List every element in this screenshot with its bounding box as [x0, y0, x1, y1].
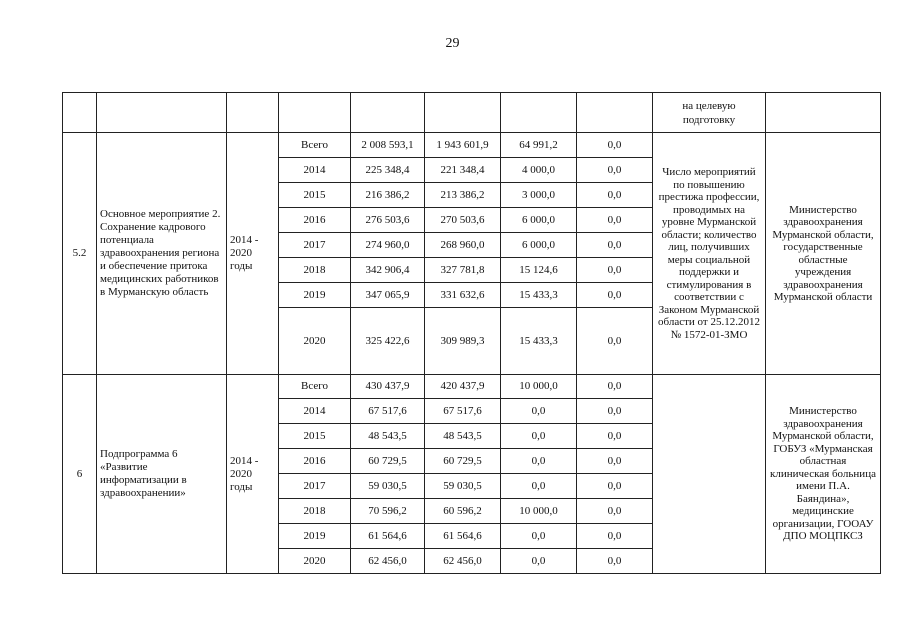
indicator-continuation-cell: на целевую подготовку	[653, 93, 766, 133]
federal-cell: 0,0	[501, 524, 577, 549]
federal-cell: 0,0	[501, 399, 577, 424]
other-cell: 0,0	[577, 549, 653, 574]
other-cell: 0,0	[577, 424, 653, 449]
executor-cell: Министерство здравоохранения Мурманской области, ГОБУЗ «Мурманская областная клиническая больница имени П.А. Баяндина», медицинские организации, ГООАУ ДПО МОЦПКСЗ	[766, 375, 881, 574]
table-row	[63, 375, 881, 399]
table-cell	[63, 93, 97, 133]
other-cell: 0,0	[577, 375, 653, 399]
year-cell: 2016	[279, 208, 351, 233]
total-cell: 216 386,2	[351, 183, 425, 208]
regional-cell: 327 781,8	[425, 258, 501, 283]
federal-cell: 15 433,3	[501, 283, 577, 308]
other-cell: 0,0	[577, 158, 653, 183]
regional-cell: 331 632,6	[425, 283, 501, 308]
year-cell: 2016	[279, 449, 351, 474]
year-cell: 2019	[279, 283, 351, 308]
federal-cell: 10 000,0	[501, 499, 577, 524]
year-cell: 2017	[279, 233, 351, 258]
federal-cell: 0,0	[501, 474, 577, 499]
regional-cell: 268 960,0	[425, 233, 501, 258]
total-cell: 48 543,5	[351, 424, 425, 449]
total-cell: 61 564,6	[351, 524, 425, 549]
table-cell	[97, 93, 227, 133]
other-cell: 0,0	[577, 183, 653, 208]
other-cell: 0,0	[577, 233, 653, 258]
federal-cell: 64 991,2	[501, 133, 577, 158]
other-cell: 0,0	[577, 474, 653, 499]
table-row-header-continuation	[63, 93, 881, 133]
year-cell: 2017	[279, 474, 351, 499]
year-cell: 2015	[279, 183, 351, 208]
federal-cell: 6 000,0	[501, 233, 577, 258]
year-cell: 2015	[279, 424, 351, 449]
other-cell: 0,0	[577, 449, 653, 474]
section-title: Подпрограмма 6 «Развитие информатизации в здравоохранении»	[97, 375, 227, 574]
total-cell: 67 517,6	[351, 399, 425, 424]
total-cell: 59 030,5	[351, 474, 425, 499]
table-cell	[577, 93, 653, 133]
total-cell: 2 008 593,1	[351, 133, 425, 158]
total-cell: 430 437,9	[351, 375, 425, 399]
year-cell: 2014	[279, 158, 351, 183]
total-cell: 60 729,5	[351, 449, 425, 474]
federal-cell: 6 000,0	[501, 208, 577, 233]
section-period: 2014 - 2020 годы	[227, 133, 279, 375]
table-cell	[351, 93, 425, 133]
regional-cell: 60 596,2	[425, 499, 501, 524]
indicator-cell: Число мероприятий по повышению престижа профессии, проводимых на уровне Мурманской области; количество лиц, получивших меры социальной поддержки и стимулирования в соответствии с Законом Мурманской области от 25.12.2012 № 1572-01-ЗМО	[653, 133, 766, 375]
table-cell	[501, 93, 577, 133]
executor-cell: Министерство здравоохранения Мурманской области, государственные областные учреждения здравоохранения Мурманской области	[766, 133, 881, 375]
other-cell: 0,0	[577, 399, 653, 424]
federal-cell: 0,0	[501, 449, 577, 474]
total-cell: 70 596,2	[351, 499, 425, 524]
year-cell: 2018	[279, 499, 351, 524]
table-cell	[279, 93, 351, 133]
year-cell: 2018	[279, 258, 351, 283]
regional-cell: 62 456,0	[425, 549, 501, 574]
regional-cell: 61 564,6	[425, 524, 501, 549]
total-cell: 342 906,4	[351, 258, 425, 283]
federal-cell: 3 000,0	[501, 183, 577, 208]
total-cell: 276 503,6	[351, 208, 425, 233]
section-period: 2014 - 2020 годы	[227, 375, 279, 574]
other-cell: 0,0	[577, 524, 653, 549]
other-cell: 0,0	[577, 283, 653, 308]
regional-cell: 59 030,5	[425, 474, 501, 499]
year-cell: 2020	[279, 549, 351, 574]
total-cell: 274 960,0	[351, 233, 425, 258]
other-cell: 0,0	[577, 133, 653, 158]
table-row	[63, 133, 881, 158]
section-number: 6	[63, 375, 97, 574]
federal-cell: 15 124,6	[501, 258, 577, 283]
year-cell: Всего	[279, 133, 351, 158]
regional-cell: 48 543,5	[425, 424, 501, 449]
year-cell: Всего	[279, 375, 351, 399]
federal-cell: 0,0	[501, 424, 577, 449]
federal-cell: 0,0	[501, 549, 577, 574]
regional-cell: 1 943 601,9	[425, 133, 501, 158]
regional-cell: 67 517,6	[425, 399, 501, 424]
other-cell: 0,0	[577, 499, 653, 524]
other-cell: 0,0	[577, 308, 653, 375]
federal-cell: 4 000,0	[501, 158, 577, 183]
regional-cell: 309 989,3	[425, 308, 501, 375]
table-cell	[227, 93, 279, 133]
federal-cell: 15 433,3	[501, 308, 577, 375]
total-cell: 325 422,6	[351, 308, 425, 375]
program-table	[62, 92, 881, 574]
other-cell: 0,0	[577, 258, 653, 283]
year-cell: 2020	[279, 308, 351, 375]
year-cell: 2014	[279, 399, 351, 424]
year-cell: 2019	[279, 524, 351, 549]
table-cell	[425, 93, 501, 133]
other-cell: 0,0	[577, 208, 653, 233]
table-cell	[766, 93, 881, 133]
total-cell: 225 348,4	[351, 158, 425, 183]
federal-cell: 10 000,0	[501, 375, 577, 399]
regional-cell: 221 348,4	[425, 158, 501, 183]
indicator-cell	[653, 375, 766, 574]
section-title: Основное мероприятие 2. Сохранение кадрового потенциала здравоохранения региона и обеспечение притока медицинских работников в Мурманскую область	[97, 133, 227, 375]
page-number: 29	[445, 36, 460, 51]
total-cell: 347 065,9	[351, 283, 425, 308]
section-number: 5.2	[63, 133, 97, 375]
regional-cell: 270 503,6	[425, 208, 501, 233]
regional-cell: 60 729,5	[425, 449, 501, 474]
total-cell: 62 456,0	[351, 549, 425, 574]
regional-cell: 420 437,9	[425, 375, 501, 399]
regional-cell: 213 386,2	[425, 183, 501, 208]
